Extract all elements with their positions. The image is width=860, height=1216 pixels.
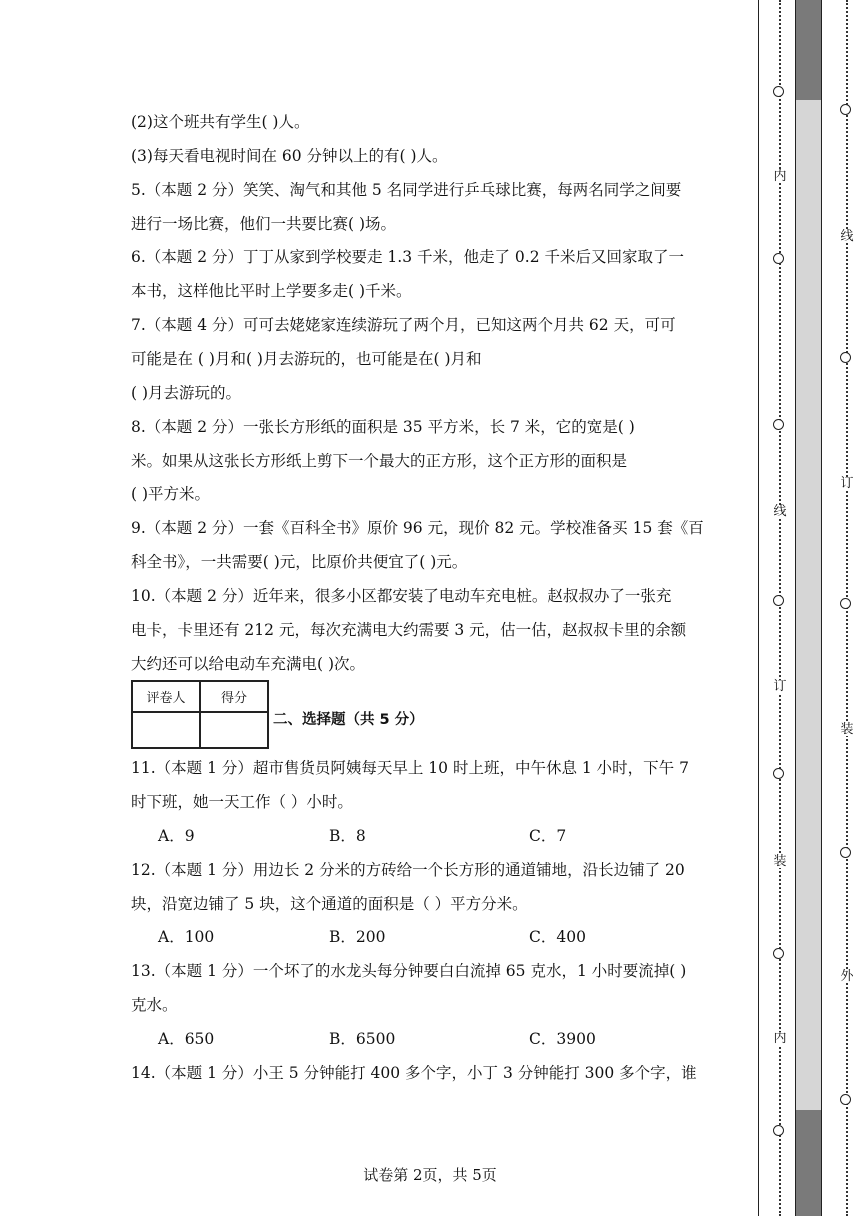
option-c: C．400: [529, 928, 586, 946]
question-line: ( )月去游玩的。: [131, 384, 242, 402]
margin-strip-dark: [795, 1110, 821, 1216]
binding-hole-icon: [840, 847, 851, 858]
question-line: ( )平方米。: [131, 485, 211, 503]
section-title: 二、选择题（共 5 分）: [273, 712, 424, 728]
option-a: A．650: [158, 1030, 215, 1048]
question-line: 时下班，她一天工作（ ）小时。: [131, 793, 353, 811]
question-line: (2)这个班共有学生( )人。: [131, 113, 310, 131]
score-label: 得分: [200, 681, 268, 712]
page-footer: 试卷第 2页，共 5页: [363, 1166, 497, 1184]
option-b: B．6500: [329, 1030, 396, 1048]
binding-label: 线: [840, 229, 854, 244]
option-c: C．3900: [529, 1030, 596, 1048]
binding-hole-icon: [840, 104, 851, 115]
binding-hole-icon: [773, 768, 784, 779]
strip-border: [795, 0, 796, 1216]
binding-hole-icon: [773, 1125, 784, 1136]
binding-hole-icon: [840, 352, 851, 363]
question-line: 10.（本题 2 分）近年来，很多小区都安装了电动车充电桩。赵叔叔办了一张充: [131, 587, 672, 605]
question-line: 12.（本题 1 分）用边长 2 分米的方砖给一个长方形的通道铺地，沿长边铺了 20: [131, 861, 685, 879]
question-line: 本书，这样他比平时上学要多走( )千米。: [131, 282, 412, 300]
binding-label: 装: [773, 854, 787, 869]
binding-hole-icon: [840, 598, 851, 609]
question-line: 进行一场比赛，他们一共要比赛( )场。: [131, 215, 397, 233]
option-c: C．7: [529, 827, 567, 845]
binding-hole-icon: [773, 419, 784, 430]
question-line: 13.（本题 1 分）一个坏了的水龙头每分钟要白白流掉 65 克水，1 小时要流掉( ): [131, 962, 687, 980]
question-line: 科全书》，一共需要( )元，比原价共便宜了( )元。: [131, 553, 468, 571]
binding-label: 线: [773, 504, 787, 519]
binding-label: 订: [773, 679, 787, 694]
margin-strip-light: [795, 100, 821, 1110]
question-line: 米。如果从这张长方形纸上剪下一个最大的正方形，这个正方形的面积是: [131, 452, 628, 470]
reviewer-cell: [132, 712, 200, 748]
binding-label: 订: [840, 476, 854, 491]
binding-label: 内: [773, 169, 787, 184]
question-line: 克水。: [131, 996, 178, 1014]
option-a: A．100: [158, 928, 215, 946]
binding-label: 内: [773, 1031, 787, 1046]
question-line: 5.（本题 2 分）笑笑、淘气和其他 5 名同学进行乒乓球比赛，每两名同学之间要: [131, 181, 682, 199]
question-line: (3)每天看电视时间在 60 分钟以上的有( )人。: [131, 147, 448, 165]
question-line: 6.（本题 2 分）丁丁从家到学校要走 1.3 千米，他走了 0.2 千米后又回家取了一: [131, 248, 685, 266]
question-line: 9.（本题 2 分）一套《百科全书》原价 96 元，现价 82 元。学校准备买 15 套《百: [131, 519, 704, 537]
binding-label: 外: [840, 969, 854, 984]
margin-strip-dark: [795, 0, 821, 100]
option-a: A．9: [158, 827, 195, 845]
binding-label: 装: [840, 722, 854, 737]
strip-border: [821, 0, 822, 1216]
binding-hole-icon: [773, 86, 784, 97]
question-line: 块，沿宽边铺了 5 块，这个通道的面积是（ ）平方分米。: [131, 895, 528, 913]
question-line: 可能是在 ( )月和( )月去游玩的，也可能是在( )月和: [131, 350, 482, 368]
question-line: 11.（本题 1 分）超市售货员阿姨每天早上 10 时上班，中午休息 1 小时，下午 7: [131, 759, 689, 777]
question-line: 大约还可以给电动车充满电( )次。: [131, 655, 366, 673]
reviewer-label: 评卷人: [132, 681, 200, 712]
option-b: B．200: [329, 928, 386, 946]
binding-hole-icon: [773, 948, 784, 959]
binding-hole-icon: [773, 595, 784, 606]
margin-rule: [758, 0, 759, 1216]
score-box: [131, 680, 269, 749]
question-line: 14.（本题 1 分）小王 5 分钟能打 400 多个字，小丁 3 分钟能打 300 多个字，谁: [131, 1064, 697, 1082]
binding-hole-icon: [840, 1094, 851, 1105]
option-b: B．8: [329, 827, 366, 845]
question-line: 电卡，卡里还有 212 元，每次充满电大约需要 3 元，估一估，赵叔叔卡里的余额: [131, 621, 687, 639]
binding-hole-icon: [773, 253, 784, 264]
score-cell: [200, 712, 268, 748]
question-line: 8.（本题 2 分）一张长方形纸的面积是 35 平方米，长 7 米，它的宽是( ): [131, 418, 635, 436]
question-line: 7.（本题 4 分）可可去姥姥家连续游玩了两个月，已知这两个月共 62 天，可可: [131, 316, 676, 334]
